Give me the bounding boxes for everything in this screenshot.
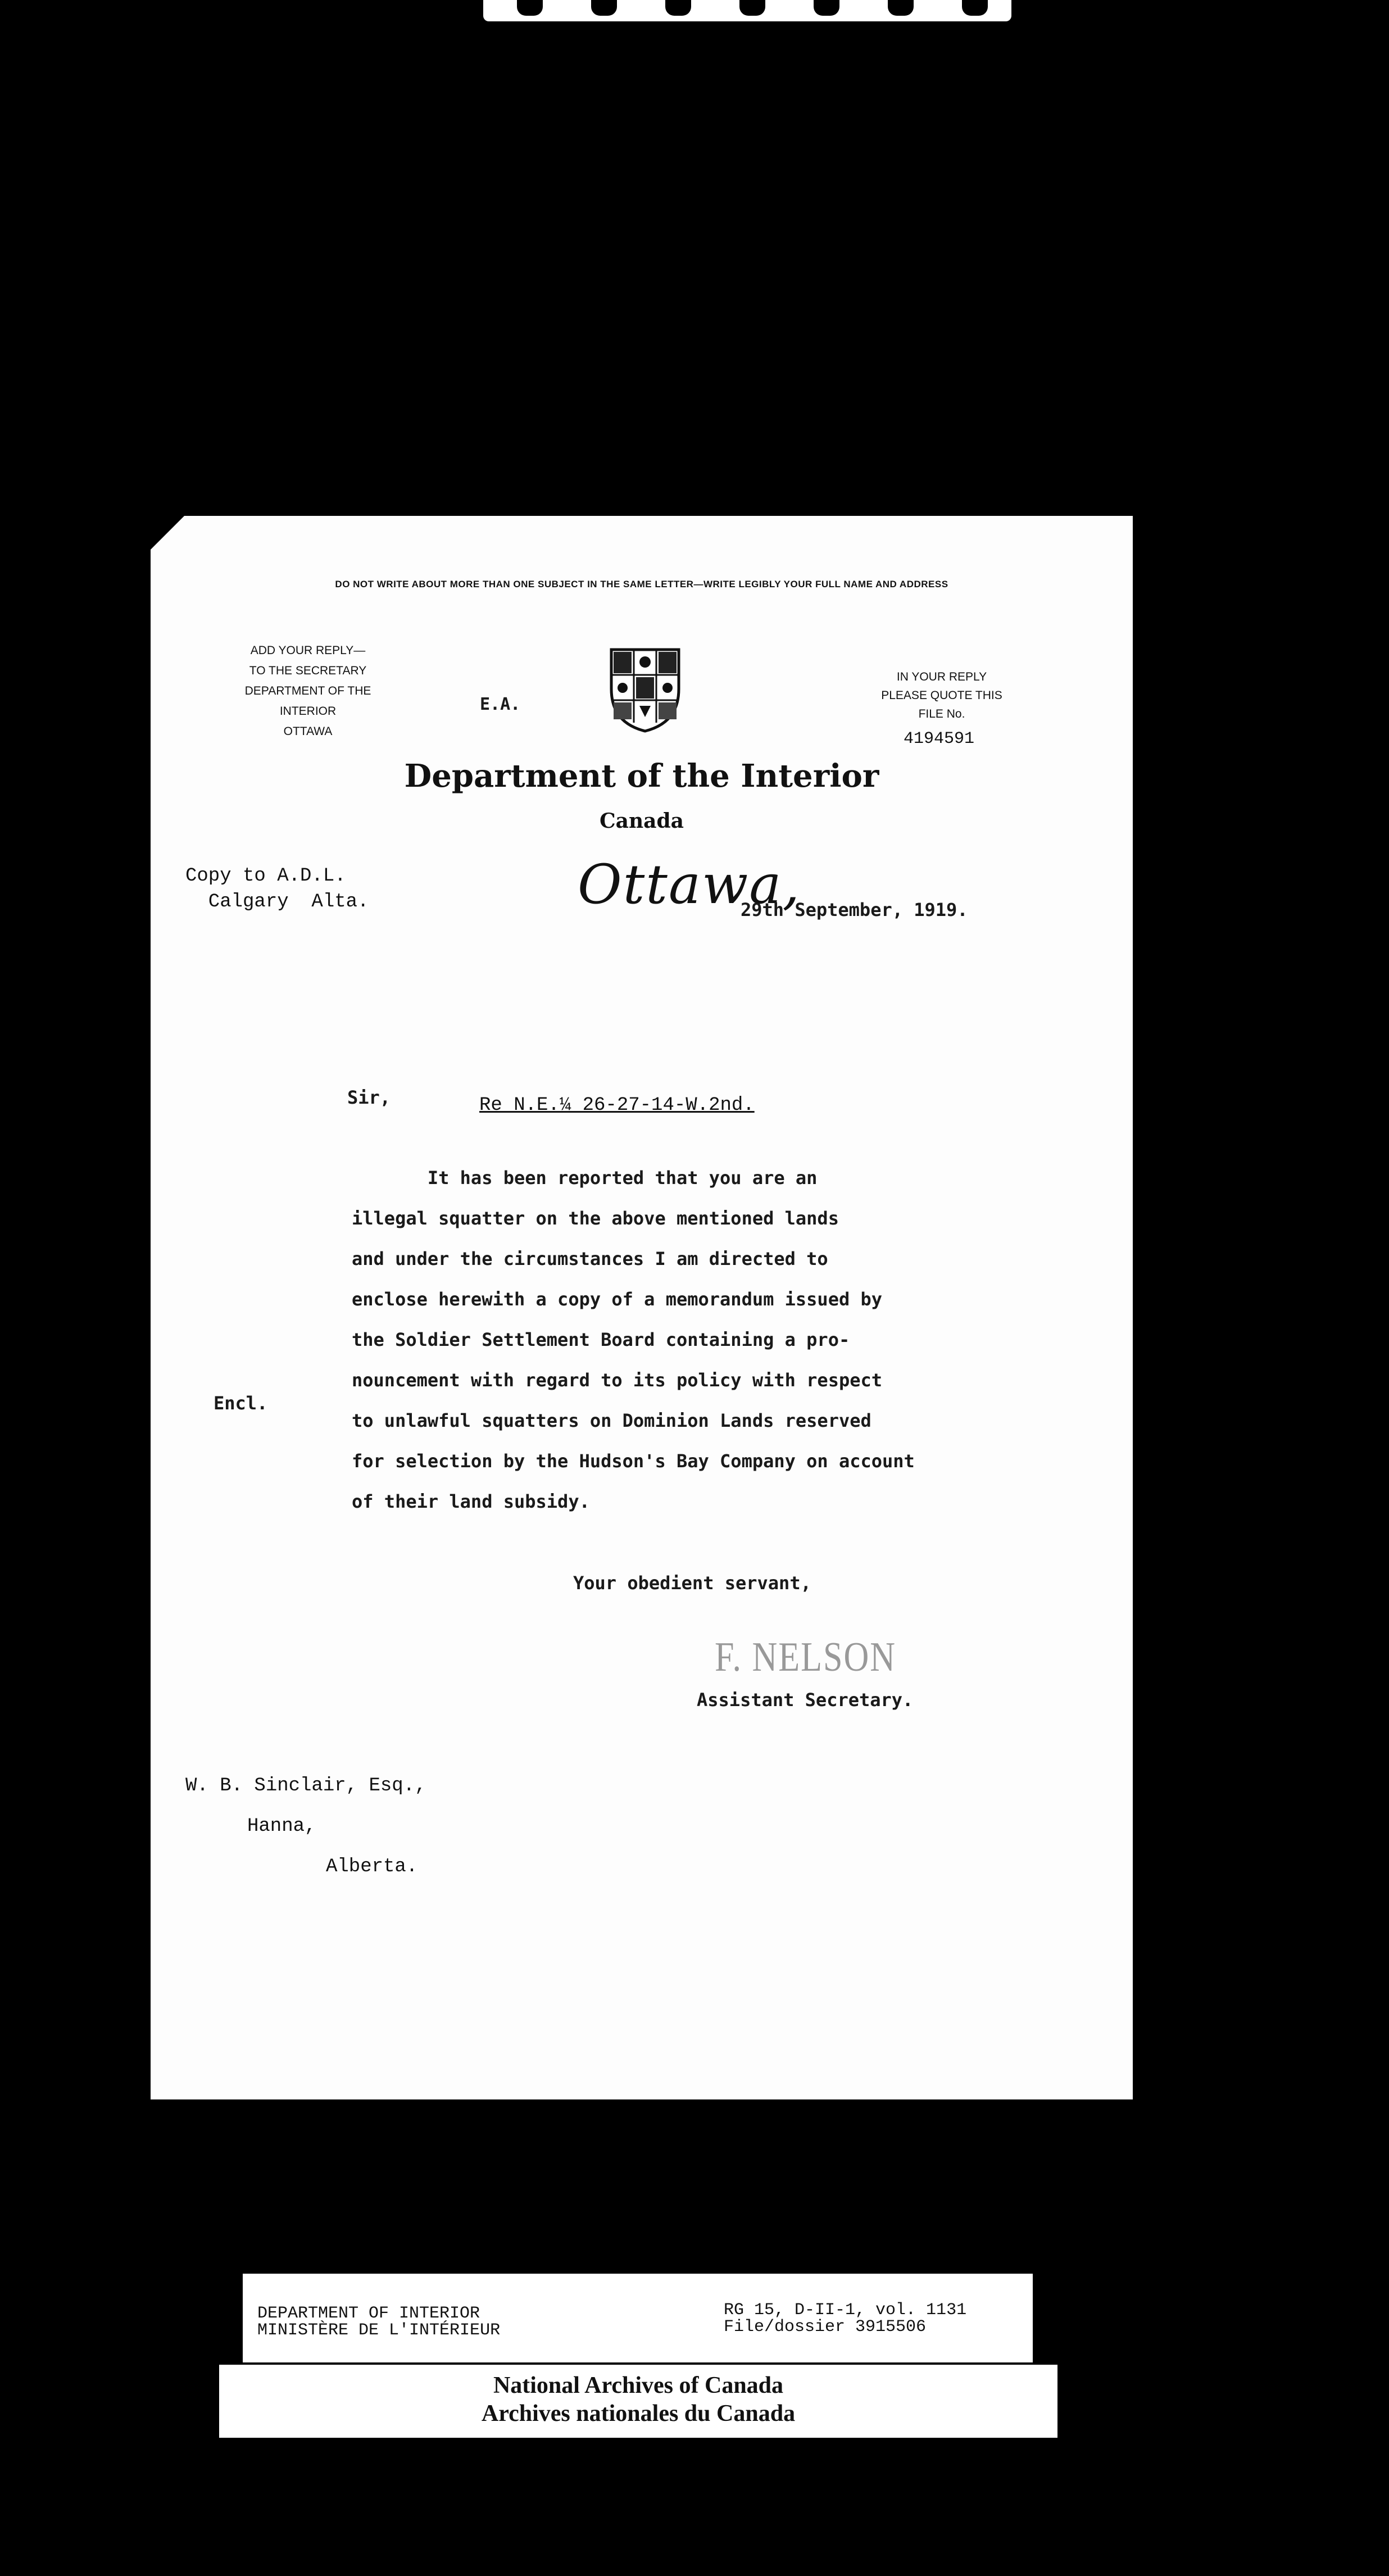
archive-record-group: RG 15, D-II-1, vol. 1131 (724, 2301, 967, 2320)
archive-department (257, 2305, 500, 2339)
letter-date: 29th September, 1919. (741, 899, 968, 920)
archive-department-en: DEPARTMENT OF INTERIOR (257, 2304, 480, 2323)
archive-reference-label (243, 2274, 1033, 2362)
subject-line: Re N.E.¼ 26-27-14-W.2nd. (479, 1095, 755, 1116)
file-number: 4194591 (904, 729, 975, 749)
address-reply-line: ADD YOUR REPLY— (250, 644, 366, 657)
film-strip (483, 0, 1011, 21)
addressee-block (185, 1766, 426, 1887)
department-title: Department of the Interior (404, 758, 879, 795)
archives-name-en: National Archives of Canada (493, 2373, 784, 2398)
clerk-initials: E.A. (480, 695, 521, 714)
reply-quote-line: PLEASE QUOTE THIS (881, 689, 1002, 702)
department-country: Canada (600, 809, 684, 833)
reply-quote-line: IN YOUR REPLY (896, 670, 987, 683)
film-hole (739, 0, 765, 16)
address-reply-line: TO THE SECRETARY (249, 664, 367, 677)
coat-of-arms-icon (606, 644, 684, 734)
address-reply-block (229, 641, 387, 742)
letter-page (151, 516, 1133, 2099)
place-name: Ottawa, (578, 853, 801, 916)
body-line: and under the circumstances I am directed to (352, 1248, 828, 1269)
body-line: It has been reported that you are an (352, 1167, 818, 1189)
copy-to-note: Copy to A.D.L. Calgary Alta. (185, 865, 369, 913)
addressee-town: Hanna, (247, 1816, 316, 1837)
address-reply-line: DEPARTMENT OF THE INTERIOR (244, 684, 371, 718)
film-hole (888, 0, 914, 16)
body-line: of their land subsidy. (352, 1491, 590, 1512)
closing: Your obedient servant, (573, 1572, 811, 1594)
film-hole (814, 0, 839, 16)
body-line: to unlawful squatters on Dominion Lands reserved (352, 1410, 871, 1431)
letter-body (352, 1158, 1026, 1522)
body-line: enclose herewith a copy of a memorandum issued by (352, 1289, 883, 1310)
archive-department-fr: MINISTÈRE DE L'INTÉRIEUR (257, 2321, 501, 2340)
reply-quote-line: FILE No. (918, 708, 965, 720)
body-line: nouncement with regard to its policy with respect (352, 1369, 883, 1391)
archive-file-number: File/dossier 3915506 (724, 2318, 927, 2337)
signature-stamp: F. NELSON (715, 1634, 897, 1680)
reply-quote-block (857, 668, 1026, 723)
archive-reference (724, 2302, 966, 2335)
enclosure-note: Encl. (214, 1393, 268, 1414)
film-hole (962, 0, 988, 16)
signer-title: Assistant Secretary. (697, 1689, 914, 1711)
body-line: illegal squatter on the above mentioned lands (352, 1208, 839, 1229)
body-line: the Soldier Settlement Board containing a pro- (352, 1329, 850, 1350)
national-archives-label (219, 2365, 1057, 2438)
film-hole (591, 0, 617, 16)
film-hole (665, 0, 691, 16)
addressee-province: Alberta. (326, 1856, 418, 1877)
addressee-name: W. B. Sinclair, Esq., (185, 1775, 426, 1797)
archives-name-fr: Archives nationales du Canada (481, 2401, 796, 2427)
header-notice: DO NOT WRITE ABOUT MORE THAN ONE SUBJECT IN THE SAME LETTER—WRITE LEGIBLY YOUR FULL NAME AND ADDRESS (335, 579, 948, 589)
body-line: for selection by the Hudson's Bay Company on account (352, 1450, 915, 1472)
film-hole (517, 0, 543, 16)
address-reply-line: OTTAWA (283, 725, 333, 738)
salutation: Sir, (347, 1087, 391, 1108)
